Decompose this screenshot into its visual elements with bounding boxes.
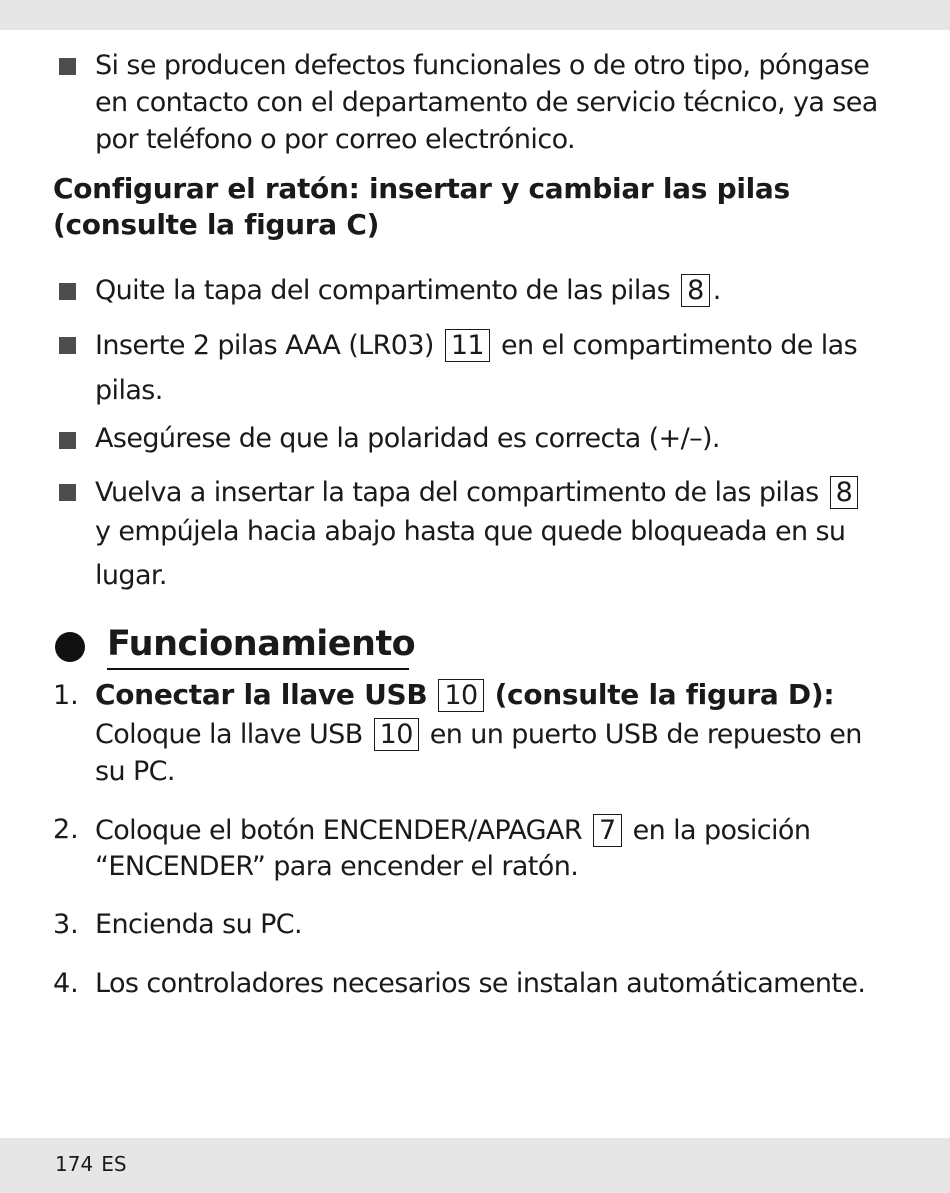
setup-heading-line-2: (consulte la figura C) [53, 208, 380, 241]
step-heading-text-end: (consulte la figura D): [494, 678, 835, 711]
bullet-square-icon [59, 337, 76, 354]
operation-step-1-line-2 [95, 718, 862, 751]
step-text-end: . [712, 275, 721, 306]
part-reference-8: 8 [681, 274, 710, 307]
setup-step-reinsert-continuation-2: lugar. [95, 560, 167, 591]
operation-step-2-line-1 [95, 814, 810, 847]
step-number: 1. [53, 680, 79, 711]
operation-step-1-heading [95, 678, 834, 712]
section-bullet-icon [55, 632, 85, 662]
step-text-end: en un puerto USB de repuesto en [429, 719, 862, 750]
step-number: 3. [53, 909, 79, 940]
intro-line-1: Si se producen defectos funcionales o de otro tipo, póngase [95, 50, 870, 81]
setup-heading-line-1: Configurar el ratón: insertar y cambiar las pilas [53, 172, 790, 205]
intro-line-3: por teléfono o por correo electrónico. [95, 124, 576, 155]
setup-step-insert-continuation: pilas. [95, 375, 163, 406]
page-number: 174 [55, 1152, 94, 1176]
footer [55, 1152, 135, 1176]
step-number: 4. [53, 968, 79, 999]
bullet-square-icon [59, 484, 76, 501]
step-text: Inserte 2 pilas AAA (LR03) [95, 330, 434, 361]
part-reference-8: 8 [830, 476, 859, 509]
step-heading-text: Conectar la llave USB [95, 678, 428, 711]
part-reference-11: 11 [445, 329, 490, 362]
operation-step-1-line-3: su PC. [95, 756, 175, 787]
part-reference-10: 10 [374, 718, 419, 751]
operation-step-3: Encienda su PC. [95, 909, 302, 940]
step-text-end: en el compartimento de las [501, 330, 858, 361]
step-number: 2. [53, 814, 79, 845]
step-text: Coloque el botón ENCENDER/APAGAR [95, 815, 583, 846]
setup-step-insert-batteries [95, 329, 857, 362]
operation-step-2-line-2: “ENCENDER” para encender el ratón. [95, 851, 579, 882]
step-text: Quite la tapa del compartimento de las pilas [95, 275, 671, 306]
part-reference-7: 7 [593, 814, 622, 847]
setup-step-reinsert-continuation-1: y empújela hacia abajo hasta que quede bloqueada en su [95, 516, 846, 547]
language-code: ES [101, 1152, 127, 1176]
section-title: Funcionamiento [107, 624, 416, 664]
setup-step-remove-cover [95, 274, 721, 307]
step-text: Coloque la llave USB [95, 719, 363, 750]
section-title-underline [107, 668, 409, 670]
setup-step-reinsert-cover [95, 476, 861, 509]
bullet-square-icon [59, 283, 76, 300]
intro-line-2: en contacto con el departamento de servicio técnico, ya sea [95, 87, 878, 118]
operation-step-4: Los controladores necesarios se instalan automáticamente. [95, 968, 866, 999]
step-text: Vuelva a insertar la tapa del compartimento de las pilas [95, 477, 819, 508]
setup-step-polarity: Asegúrese de que la polaridad es correcta (+/–). [95, 423, 720, 454]
step-text-end: en la posición [632, 815, 811, 846]
top-band [0, 0, 950, 30]
part-reference-10: 10 [438, 679, 483, 712]
footer-band [0, 1138, 950, 1193]
bullet-square-icon [59, 58, 76, 75]
bullet-square-icon [59, 432, 76, 449]
